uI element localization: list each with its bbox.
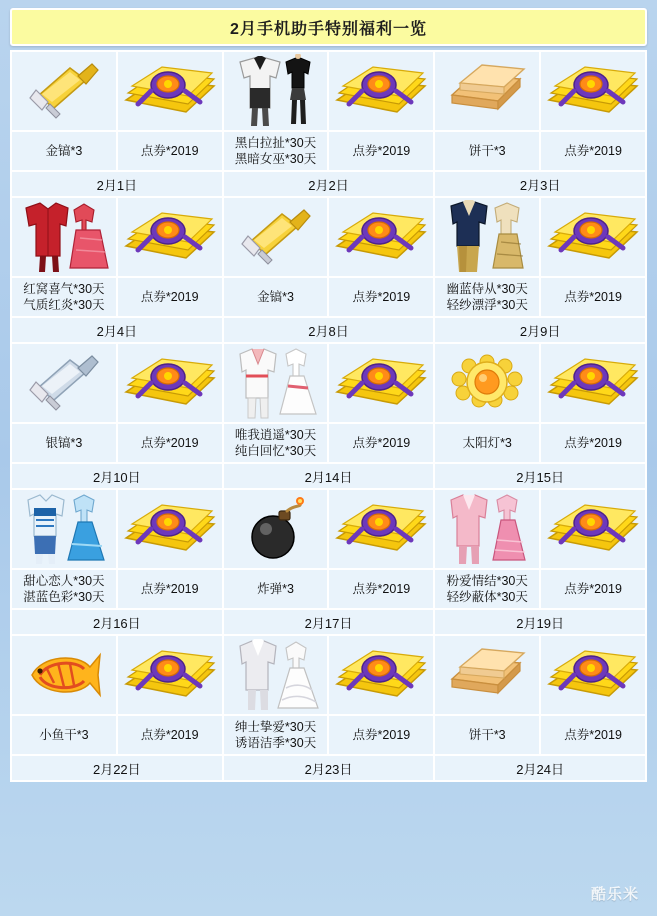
reward-icon-cell bbox=[223, 489, 329, 569]
date-cell: 2月15日 bbox=[434, 463, 646, 489]
reward-label-cell bbox=[540, 715, 646, 755]
reward-icon-cell bbox=[328, 197, 434, 277]
reward-label-line: 饼干*3 bbox=[468, 144, 506, 158]
reward-label-line: 金镐*3 bbox=[45, 144, 83, 158]
date-cell: 2月3日 bbox=[434, 171, 646, 197]
reward-label-cell bbox=[117, 423, 223, 463]
reward-icon-cell bbox=[117, 197, 223, 277]
reward-label-line: 点券*2019 bbox=[564, 728, 622, 742]
date-cell: 2月22日 bbox=[11, 755, 223, 781]
reward-icon-cell bbox=[11, 489, 117, 569]
date-cell: 2月9日 bbox=[434, 317, 646, 343]
reward-icon-cell bbox=[328, 343, 434, 423]
reward-label-cell bbox=[434, 131, 540, 171]
biscuit-icon bbox=[435, 636, 539, 714]
reward-label-line: 纯白回忆*30天 bbox=[234, 444, 317, 458]
date-cell: 2月17日 bbox=[223, 609, 435, 635]
date-cell: 2月8日 bbox=[223, 317, 435, 343]
reward-label-cell bbox=[11, 423, 117, 463]
date-cell: 2月19日 bbox=[434, 609, 646, 635]
date-cell: 2月23日 bbox=[223, 755, 435, 781]
reward-label-cell bbox=[223, 277, 329, 317]
outfit-gentleman-icon bbox=[224, 636, 328, 714]
gold-pickaxe-icon bbox=[12, 52, 116, 130]
coupon-icon bbox=[541, 344, 645, 422]
coupon-icon bbox=[329, 344, 433, 422]
reward-icon-cell bbox=[434, 343, 540, 423]
reward-icon-row bbox=[11, 51, 646, 131]
date-row bbox=[11, 463, 646, 489]
biscuit-icon bbox=[435, 52, 539, 130]
coupon-icon bbox=[329, 52, 433, 130]
reward-icon-cell bbox=[11, 51, 117, 131]
reward-icon-cell bbox=[540, 635, 646, 715]
reward-icon-cell bbox=[223, 197, 329, 277]
coupon-icon bbox=[118, 490, 222, 568]
date-cell: 2月2日 bbox=[223, 171, 435, 197]
reward-label-line: 唯我逍遥*30天 bbox=[234, 428, 317, 442]
date-row bbox=[11, 171, 646, 197]
reward-label-line: 太阳灯*3 bbox=[462, 436, 512, 450]
outfit-pink-icon bbox=[435, 490, 539, 568]
reward-icon-cell bbox=[117, 51, 223, 131]
reward-icon-cell bbox=[434, 51, 540, 131]
reward-calendar-page bbox=[10, 8, 647, 908]
reward-label-line: 气质红炎*30天 bbox=[23, 298, 105, 312]
silver-pickaxe-icon bbox=[12, 344, 116, 422]
coupon-icon bbox=[118, 52, 222, 130]
reward-label-row bbox=[11, 131, 646, 171]
bomb-icon bbox=[224, 490, 328, 568]
reward-icon-cell bbox=[328, 635, 434, 715]
date-cell: 2月4日 bbox=[11, 317, 223, 343]
reward-label-cell bbox=[11, 569, 117, 609]
reward-icon-cell bbox=[328, 51, 434, 131]
outfit-blue-attendant-icon bbox=[435, 198, 539, 276]
reward-label-line: 点券*2019 bbox=[140, 144, 199, 158]
reward-label-cell bbox=[434, 715, 540, 755]
reward-label-line: 绅士挚爱*30天 bbox=[234, 720, 317, 734]
date-cell: 2月10日 bbox=[11, 463, 223, 489]
reward-icon-cell bbox=[434, 635, 540, 715]
reward-icon-row bbox=[11, 197, 646, 277]
coupon-icon bbox=[541, 490, 645, 568]
reward-icon-cell bbox=[117, 343, 223, 423]
reward-label-cell bbox=[117, 715, 223, 755]
watermark: 酷乐米 bbox=[590, 886, 639, 903]
reward-label-cell bbox=[117, 277, 223, 317]
date-cell: 2月16日 bbox=[11, 609, 223, 635]
reward-label-cell bbox=[11, 715, 117, 755]
reward-label-cell bbox=[540, 423, 646, 463]
reward-icon-cell bbox=[11, 197, 117, 277]
reward-icon-row bbox=[11, 343, 646, 423]
reward-label-line: 点券*2019 bbox=[564, 144, 622, 158]
reward-icon-cell bbox=[223, 635, 329, 715]
reward-label-line: 点券*2019 bbox=[140, 728, 199, 742]
reward-label-row bbox=[11, 715, 646, 755]
reward-label-line: 黑暗女巫*30天 bbox=[234, 152, 317, 166]
reward-label-line: 红窝喜气*30天 bbox=[23, 282, 105, 296]
reward-icon-cell bbox=[11, 343, 117, 423]
reward-label-cell bbox=[328, 569, 434, 609]
reward-label-cell bbox=[434, 569, 540, 609]
reward-icon-cell bbox=[223, 51, 329, 131]
reward-label-cell bbox=[540, 569, 646, 609]
reward-label-line: 幽蓝侍从*30天 bbox=[446, 282, 528, 296]
reward-label-line: 点券*2019 bbox=[352, 290, 411, 304]
reward-label-cell bbox=[540, 131, 646, 171]
reward-label-cell bbox=[117, 131, 223, 171]
reward-label-row bbox=[11, 423, 646, 463]
reward-label-cell bbox=[328, 423, 434, 463]
reward-icon-cell bbox=[540, 489, 646, 569]
reward-label-cell bbox=[434, 277, 540, 317]
reward-label-line: 点券*2019 bbox=[140, 436, 199, 450]
reward-label-line: 点券*2019 bbox=[564, 436, 622, 450]
coupon-icon bbox=[118, 344, 222, 422]
reward-icon-row bbox=[11, 489, 646, 569]
reward-label-line: 粉爱情结*30天 bbox=[446, 574, 528, 588]
reward-icon-cell bbox=[540, 343, 646, 423]
reward-label-line: 点券*2019 bbox=[564, 582, 622, 596]
dried-fish-icon bbox=[12, 636, 116, 714]
reward-label-line: 金镐*3 bbox=[257, 290, 294, 304]
reward-label-line: 黑白拉扯*30天 bbox=[234, 136, 317, 150]
reward-table bbox=[10, 50, 647, 782]
reward-label-line: 炸弹*3 bbox=[257, 582, 294, 596]
date-cell: 2月1日 bbox=[11, 171, 223, 197]
reward-label-cell bbox=[11, 131, 117, 171]
coupon-icon bbox=[329, 490, 433, 568]
outfit-white-icon bbox=[224, 344, 328, 422]
gold-pickaxe-icon bbox=[224, 198, 328, 276]
reward-label-line: 诱语洁季*30天 bbox=[234, 736, 317, 750]
reward-label-cell bbox=[223, 715, 329, 755]
reward-label-line: 点券*2019 bbox=[140, 290, 199, 304]
sun-lamp-icon bbox=[435, 344, 539, 422]
reward-icon-cell bbox=[540, 197, 646, 277]
date-row bbox=[11, 755, 646, 781]
reward-label-line: 点券*2019 bbox=[352, 144, 411, 158]
reward-label-line: 轻纱蔽体*30天 bbox=[446, 590, 528, 604]
reward-label-row bbox=[11, 277, 646, 317]
reward-label-line: 小鱼干*3 bbox=[39, 728, 89, 742]
reward-label-line: 轻纱漂浮*30天 bbox=[446, 298, 528, 312]
reward-label-line: 甜心恋人*30天 bbox=[23, 574, 105, 588]
outfit-blackwhite-icon bbox=[224, 52, 328, 130]
date-cell: 2月24日 bbox=[434, 755, 646, 781]
coupon-icon bbox=[118, 636, 222, 714]
coupon-icon bbox=[541, 52, 645, 130]
reward-label-line: 点券*2019 bbox=[564, 290, 622, 304]
reward-icon-cell bbox=[117, 635, 223, 715]
reward-label-cell bbox=[11, 277, 117, 317]
reward-label-cell bbox=[434, 423, 540, 463]
coupon-icon bbox=[118, 198, 222, 276]
page-title-bar bbox=[10, 8, 647, 46]
reward-icon-row bbox=[11, 635, 646, 715]
coupon-icon bbox=[541, 636, 645, 714]
reward-label-row bbox=[11, 569, 646, 609]
reward-label-line: 点券*2019 bbox=[140, 582, 199, 596]
reward-label-line: 点券*2019 bbox=[352, 582, 411, 596]
coupon-icon bbox=[329, 636, 433, 714]
outfit-red-icon bbox=[12, 198, 116, 276]
reward-label-cell bbox=[328, 715, 434, 755]
reward-label-cell bbox=[223, 423, 329, 463]
reward-label-line: 点券*2019 bbox=[352, 436, 411, 450]
reward-icon-cell bbox=[434, 197, 540, 277]
reward-label-line: 银镐*3 bbox=[45, 436, 83, 450]
date-row bbox=[11, 609, 646, 635]
reward-icon-cell bbox=[540, 51, 646, 131]
reward-icon-cell bbox=[434, 489, 540, 569]
date-cell: 2月14日 bbox=[223, 463, 435, 489]
reward-label-cell bbox=[223, 131, 329, 171]
reward-label-line: 点券*2019 bbox=[352, 728, 411, 742]
coupon-icon bbox=[329, 198, 433, 276]
reward-icon-cell bbox=[11, 635, 117, 715]
outfit-sweetheart-icon bbox=[12, 490, 116, 568]
reward-icon-cell bbox=[223, 343, 329, 423]
reward-icon-cell bbox=[117, 489, 223, 569]
date-row bbox=[11, 317, 646, 343]
reward-label-line: 湛蓝色彩*30天 bbox=[23, 590, 105, 604]
reward-label-cell bbox=[540, 277, 646, 317]
reward-label-line: 饼干*3 bbox=[468, 728, 506, 742]
coupon-icon bbox=[541, 198, 645, 276]
reward-label-cell bbox=[223, 569, 329, 609]
reward-label-cell bbox=[328, 131, 434, 171]
reward-icon-cell bbox=[328, 489, 434, 569]
reward-label-cell bbox=[117, 569, 223, 609]
reward-label-cell bbox=[328, 277, 434, 317]
page-title: 2月手机助手特别福利一览 bbox=[230, 20, 427, 38]
